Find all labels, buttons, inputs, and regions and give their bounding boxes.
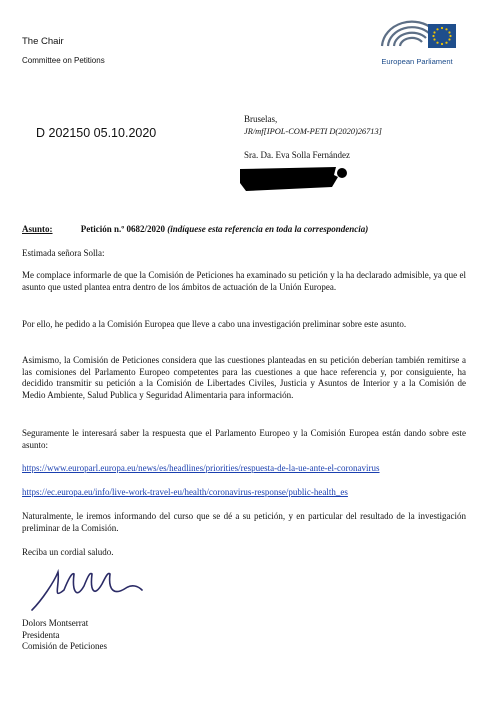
subject-label: Asunto: xyxy=(22,224,53,234)
signatory-body: Comisión de Peticiones xyxy=(22,641,107,652)
file-reference: JR/mf[IPOL-COM-PETI D(2020)26713] xyxy=(244,127,382,136)
paragraph-admissible: Me complace informarle de que la Comisión de Peticiones ha examinado su petición y la ha declarado admisible, ya que el asunto que usted plantea entra dentro de los ámbitos de actuación de la Unión Europea. xyxy=(22,270,466,292)
farewell: Reciba un cordial saludo. xyxy=(22,547,114,557)
signature-block xyxy=(22,618,107,653)
handwritten-signature xyxy=(28,560,148,621)
subject-note: (indíquese esta referencia en toda la correspondencia) xyxy=(167,224,369,234)
paragraph-investigation: Por ello, he pedido a la Comisión Europea que lleve a cabo una investigación preliminar sobre este asunto. xyxy=(22,319,407,329)
european-parliament-logo xyxy=(376,10,458,66)
link-european-commission[interactable]: https://ec.europa.eu/info/live-work-travel-eu/health/coronavirus-response/public-health_es xyxy=(22,487,348,497)
document-reference-date: D 202150 05.10.2020 xyxy=(36,126,157,140)
redacted-address-block xyxy=(238,165,350,200)
sender-title: The Chair xyxy=(22,36,64,47)
logo-text: European Parliament xyxy=(381,57,453,66)
link-europarl[interactable]: https://www.europarl.europa.eu/news/es/headlines/priorities/respuesta-de-la-ue-ante-el-coronavirus xyxy=(22,463,380,473)
paragraph-committees: Asimismo, la Comisión de Peticiones considera que las cuestiones planteadas en su petición deberían también remitirse a las comisiones del Parlamento Europeo competentes para las cuestiones a que hace referencia y, por consiguiente, ha decidido transmitir su petición a la Comisión de Libertades Civiles, Justicia y Asuntos de Interior y a la Comisión de Medio Ambiente, Salud Publica y Seguridad Alimentaria para información. xyxy=(22,355,466,401)
paragraph-response: Seguramente le interesará saber la respuesta que el Parlamento Europeo y la Comisión Europea están dando sobre este asunto: xyxy=(22,428,466,450)
recipient-name: Sra. Da. Eva Solla Fernández xyxy=(244,150,350,160)
signatory-name: Dolors Montserrat xyxy=(22,618,89,628)
hemicycle-eu-flag-icon xyxy=(376,10,458,50)
signatory-role: Presidenta xyxy=(22,629,60,640)
subject-line xyxy=(22,224,368,234)
place: Bruselas, xyxy=(244,114,278,124)
sender-committee: Committee on Petitions xyxy=(22,56,105,65)
greeting: Estimada señora Solla: xyxy=(22,248,105,258)
subject-text: Petición n.º 0682/2020 xyxy=(80,224,168,234)
paragraph-closing: Naturalmente, le iremos informando del curso que se dé a su petición, y en particular del resultado de la investigación preliminar de la Comisión. xyxy=(22,511,466,533)
